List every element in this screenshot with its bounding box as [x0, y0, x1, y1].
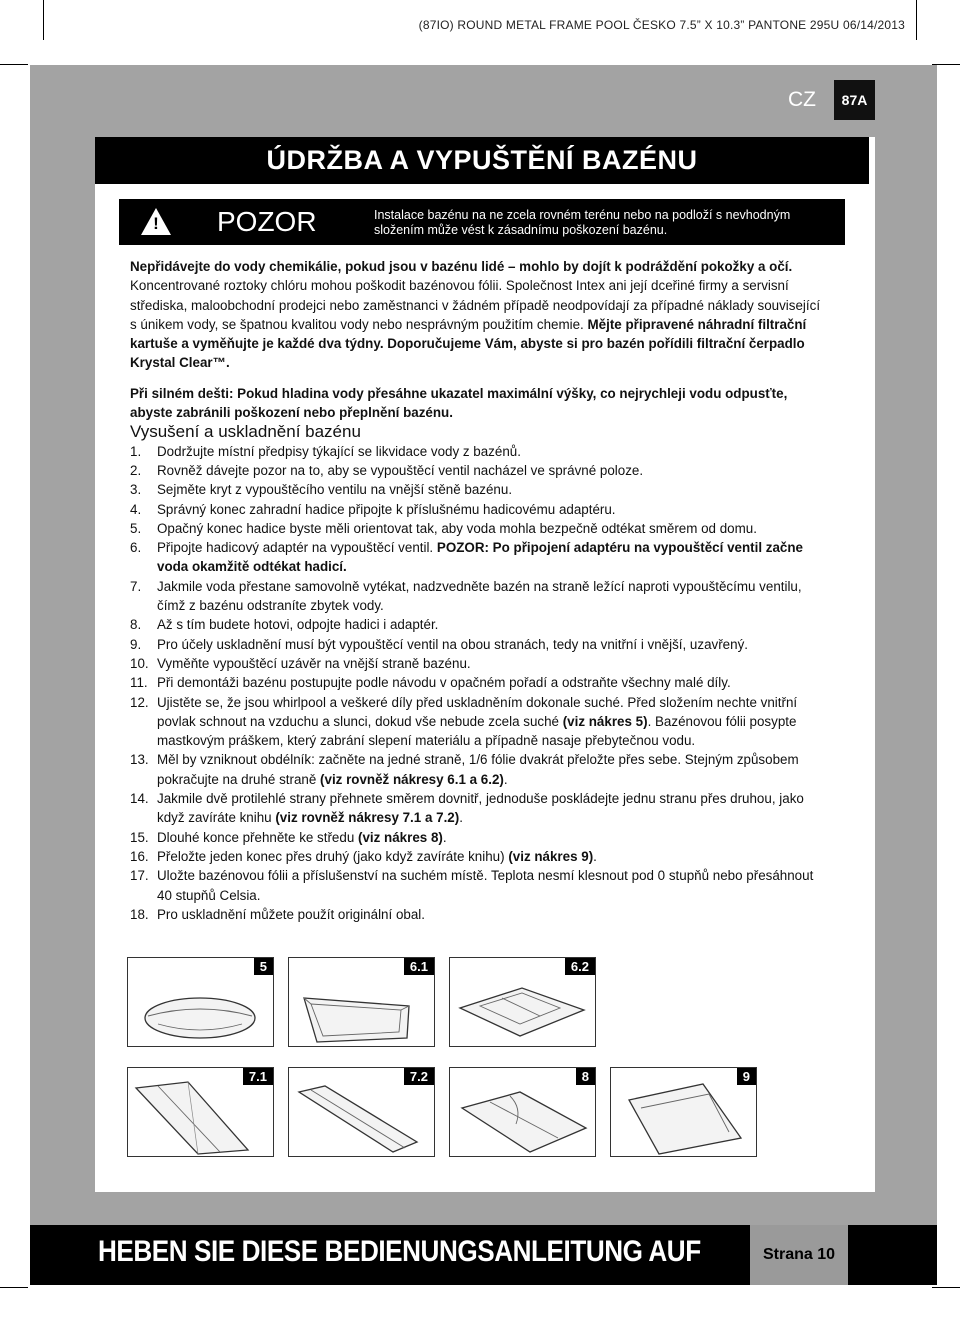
step-number: 14. — [130, 791, 149, 807]
intro-bold: Nepřidávejte do vody chemikálie, pokud jsou v bazénu lidé – mohlo by dojít k podráždění pokožky a očí. — [130, 259, 793, 274]
intro-regular: Koncentrované roztoky chlóru mohou poškodit bazénovou fólii. Společnost Intex ani její dceřiné firmy a servisní střediska, maloobchodní prodejci nebo zaměstnanci v žádném případě neodpovídají za případné náklady související s únikem vody, se špatnou kvalitou vody nebo nesprávným použitím chemie. — [130, 278, 821, 332]
step-text: Až s tím budete hotovi, odpojte hadici i adaptér. — [157, 617, 439, 633]
figure-label: 7.1 — [243, 1068, 273, 1085]
step-text: Ujistěte se, že jsou whirlpool a veškeré díly před uskladněním dokonale suché. Před složením nechte vnitřní povlak schnout na vzduchu a slunci, dokud vše nebude zcela suché — [157, 694, 798, 729]
step-number: 10. — [130, 655, 149, 671]
step-text: Správný konec zahradní hadice připojte k příslušnému hadicovému adaptéru. — [157, 501, 616, 517]
step-text-end: . — [503, 771, 508, 787]
steps-list — [130, 442, 830, 924]
step-item — [130, 615, 830, 634]
step-item — [130, 519, 830, 538]
step-number: 2. — [130, 462, 142, 478]
language-label: CZ — [788, 88, 816, 111]
step-item — [130, 442, 830, 461]
step-number: 9. — [130, 636, 142, 652]
step-text: Připojte hadicový adaptér na vypouštěcí ventil. — [157, 540, 437, 556]
crop-mark — [0, 64, 28, 65]
step-number: 6. — [130, 540, 142, 556]
step-bold: (viz rovněž nákresy 7.1 a 7.2) — [275, 810, 460, 826]
step-bold: (viz nákres 9) — [508, 848, 594, 864]
figure-label: 9 — [737, 1068, 756, 1085]
intro-paragraph — [130, 257, 830, 373]
page-number: Strana 10 — [750, 1225, 848, 1285]
body-text — [130, 257, 830, 924]
step-text: Dlouhé konce přehněte ke středu — [157, 829, 358, 845]
figure-9 — [610, 1067, 757, 1157]
step-text-end: . — [593, 848, 597, 864]
step-item — [130, 654, 830, 673]
step-number: 3. — [130, 482, 142, 498]
step-text: Pro účely uskladnění musí být vypouštěcí ventil na obou stranách, tedy na vnitřní i vnější, uzavřený. — [157, 636, 748, 652]
step-text: Vyměňte vypouštěcí uzávěr na vnější straně bazénu. — [157, 655, 471, 671]
footer-bar — [30, 1225, 937, 1285]
figure-6-2 — [449, 957, 596, 1047]
step-item — [130, 635, 830, 654]
figure-7-2 — [288, 1067, 435, 1157]
step-text: Sejměte kryt z vypouštěcího ventilu na vnější stěně bazénu. — [157, 482, 513, 498]
step-text: Opačný konec hadice byste měli orientovat tak, aby voda mohla bezpečně odtékat směrem od domu. — [157, 520, 757, 536]
step-bold: (viz rovněž nákresy 6.1 a 6.2) — [320, 771, 504, 787]
footer-text: HEBEN SIE DIESE BEDIENUNGSANLEITUNG AUF — [98, 1235, 701, 1268]
figure-label: 8 — [576, 1068, 595, 1085]
step-text: Jakmile dvě protilehlé strany přehnete směrem dovnitř, jednoduše poskládejte jednu stranu přes druhou, jako když zavíráte knihu — [157, 791, 804, 826]
step-item — [130, 905, 830, 924]
figure-6-1 — [288, 957, 435, 1047]
step-bold: (viz nákres 8) — [358, 829, 443, 845]
step-text: Uložte bazénovou fólii a příslušenství na suchém místě. Teplota nesmí klesnout pod 0 stupňů nebo přesáhnout 40 stupňů Celsia. — [157, 868, 814, 903]
step-item — [130, 789, 830, 828]
step-item — [130, 866, 830, 905]
step-number: 11. — [130, 675, 148, 691]
step-item — [130, 461, 830, 480]
figure-8 — [449, 1067, 596, 1157]
step-text: Pro uskladnění můžete použít originální obal. — [157, 906, 425, 922]
step-number: 15. — [130, 829, 149, 845]
figure-7-1 — [127, 1067, 274, 1157]
warning-banner — [119, 199, 845, 245]
print-slug: (87IO) ROUND METAL FRAME POOL ČESKO 7.5” X 10.3” PANTONE 295U 06/14/2013 — [418, 18, 905, 32]
crop-mark — [0, 1287, 28, 1288]
step-number: 17. — [130, 868, 149, 884]
step-text: Měl by vzniknout obdélník: začněte na jedné straně, 1/6 fólie dvakrát přeložte přes sebe. Stejným způsobem pokračujte na druhé straně — [157, 752, 799, 787]
step-item — [130, 828, 830, 847]
step-text-end: . Bazénovou fólii posypte mastkovým práškem, který zabrání slepení materiálu a případně nasaje přebytečnou vodu. — [157, 713, 797, 749]
content-panel — [95, 137, 875, 1192]
step-number: 13. — [130, 752, 149, 768]
step-number: 12. — [130, 694, 149, 710]
warning-word: POZOR — [217, 206, 317, 237]
step-number: 18. — [130, 906, 149, 922]
crop-mark — [932, 1287, 960, 1288]
intro-bold-end: Mějte připravené náhradní filtrační kartuše a vyměňujte je každé dva týdny. Doporučujeme Vám, abyste si pro bazén pořídili filtrační čerpadlo Krystal Clear™. — [130, 316, 807, 371]
step-number: 1. — [130, 443, 142, 459]
step-text-end: . — [459, 810, 463, 826]
step-bold: (viz nákres 5) — [562, 713, 648, 729]
step-number: 8. — [130, 617, 142, 633]
step-item — [130, 693, 830, 751]
step-item — [130, 480, 830, 499]
figure-label: 5 — [254, 958, 273, 975]
step-text: Přeložte jeden konec přes druhý (jako když zavíráte knihu) — [157, 848, 509, 864]
step-text: Jakmile voda přestane samovolně vytékat, nadzvedněte bazén na straně ležící naproti vypouštěcímu ventilu, čímž z bazénu odstraníte zbytek vody. — [157, 578, 802, 614]
step-text-end: . — [442, 829, 447, 845]
step-number: 4. — [130, 501, 142, 517]
step-number: 16. — [130, 848, 149, 864]
crop-mark — [916, 0, 917, 40]
figure-label: 6.1 — [404, 958, 434, 975]
step-text: Při demontáži bazénu postupujte podle návodu v opačném pořadí a odstraňte všechny malé díly. — [157, 675, 731, 691]
figure-5 — [127, 957, 274, 1047]
crop-mark — [43, 0, 44, 40]
exclamation-icon: ! — [153, 214, 159, 233]
step-number: 5. — [130, 520, 142, 536]
figure-label: 7.2 — [404, 1068, 434, 1085]
section-heading: Vysušení a uskladnění bazénu — [130, 422, 361, 442]
step-item — [130, 750, 830, 789]
step-item — [130, 500, 830, 519]
page-title: ÚDRŽBA A VYPUŠTĚNÍ BAZÉNU — [95, 137, 869, 184]
step-bold: POZOR: Po připojení adaptéru na vypouštěcí ventil začne voda okamžitě odtékat hadicí. — [157, 540, 803, 575]
page-code-badge: 87A — [834, 80, 875, 120]
step-item — [130, 673, 830, 692]
step-item — [130, 538, 830, 577]
rain-paragraph — [130, 384, 830, 423]
step-text: Dodržujte místní předpisy týkající se likvidace vody z bazénů. — [157, 443, 521, 459]
step-text: Rovněž dávejte pozor na to, aby se vypouštěcí ventil nacházel ve správné poloze. — [157, 462, 644, 478]
step-item — [130, 577, 830, 616]
rain-bold: Při silném dešti: Pokud hladina vody přesáhne ukazatel maximální výšky, co nejrychleji vodu odpusťte, abyste zabránili poškození nebo přeplnění bazénu. — [130, 385, 788, 421]
step-number: 7. — [130, 578, 142, 594]
figure-label: 6.2 — [565, 958, 595, 975]
step-item — [130, 847, 830, 866]
warning-text: Instalace bazénu na ne zcela rovném terénu nebo na podloží s nevhodným složením může vést k zásadnímu poškození bazénu. — [374, 208, 791, 237]
